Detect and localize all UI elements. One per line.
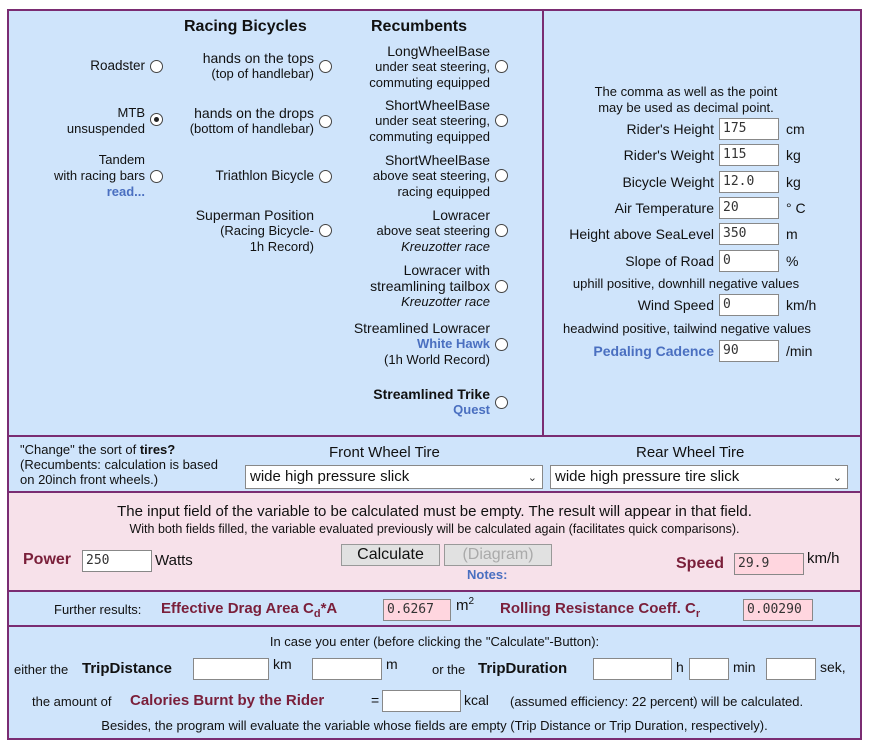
- trike-label: Streamlined Trike Quest: [373, 386, 490, 417]
- trip-distance-km-input[interactable]: [193, 658, 269, 680]
- swb-above-radio[interactable]: [495, 169, 508, 182]
- tandem-read-link[interactable]: read...: [106, 184, 145, 199]
- or-the-text: or the: [432, 662, 466, 677]
- quest-link[interactable]: Quest: [453, 402, 490, 417]
- swb-above-label: ShortWheelBase above seat steering, racing equipped: [372, 152, 490, 199]
- besides-text: Besides, the program will evaluate the variable whose fields are empty (Trip Distance or Trip Duration, respectively).: [101, 718, 768, 733]
- superman-radio[interactable]: [319, 224, 332, 237]
- lowracer-radio[interactable]: [495, 224, 508, 237]
- tops-radio[interactable]: [319, 60, 332, 73]
- trip-duration-sek-input[interactable]: [766, 658, 816, 680]
- weight-unit: kg: [786, 147, 801, 163]
- sealevel-input[interactable]: 350: [719, 223, 779, 245]
- height-unit: cm: [786, 121, 805, 137]
- trip-duration-min-input[interactable]: [689, 658, 729, 680]
- rear-tire-label: Rear Wheel Tire: [636, 444, 745, 461]
- weight-label: Rider's Weight: [623, 147, 714, 163]
- lowracer-tail-label: Lowracer with streamlining tailbox Kreuzotter race: [370, 262, 490, 309]
- notes-link[interactable]: Notes:: [467, 567, 508, 582]
- tandem-label: Tandem with racing bars read...: [53, 152, 145, 199]
- trip-distance-m-input[interactable]: [312, 658, 382, 680]
- chevron-down-icon: ⌄: [527, 472, 537, 484]
- weight-input[interactable]: 115: [719, 144, 779, 166]
- trip-intro: In case you enter (before clicking the "Calculate"-Button):: [269, 634, 600, 649]
- mtb-radio[interactable]: [150, 113, 163, 126]
- trip-distance-label: TripDistance: [82, 660, 173, 677]
- amount-text: the amount of: [32, 694, 112, 709]
- streamlined-lowracer-label: Streamlined Lowracer White Hawk (1h World Record): [353, 320, 490, 367]
- slope-note: uphill positive, downhill negative values: [572, 276, 800, 291]
- further-label: Further results:: [54, 602, 142, 617]
- drag-area-input[interactable]: 0.6267: [383, 599, 451, 621]
- mtb-label: MTB unsuspended: [66, 105, 145, 136]
- lowracer-tail-radio[interactable]: [495, 280, 508, 293]
- front-tire-select[interactable]: wide high pressure slick ⌄: [245, 465, 543, 489]
- bike-weight-input[interactable]: 12.0: [719, 171, 779, 193]
- bike-weight-label: Bicycle Weight: [622, 174, 714, 190]
- trike-radio[interactable]: [495, 396, 508, 409]
- recumbents-header: Recumbents: [371, 18, 468, 35]
- lwb-label: LongWheelBase under seat steering, commuting equipped: [369, 43, 490, 90]
- front-tire-label: Front Wheel Tire: [329, 444, 440, 461]
- power-label: Power: [23, 551, 72, 568]
- equals-sign: =: [371, 692, 380, 708]
- cadence-label[interactable]: Pedaling Cadence: [593, 343, 714, 359]
- h-unit: h: [676, 659, 684, 675]
- superman-label: Superman Position (Racing Bicycle- 1h Record): [195, 207, 314, 254]
- sealevel-unit: m: [786, 226, 798, 242]
- km-unit: km: [273, 656, 292, 672]
- air-temp-input[interactable]: 20: [719, 197, 779, 219]
- speed-input[interactable]: 29.9: [734, 553, 804, 575]
- swb-under-label: ShortWheelBase under seat steering, commuting equipped: [369, 97, 490, 144]
- sek-unit: sek,: [820, 659, 846, 675]
- slope-unit: %: [786, 253, 799, 269]
- cadence-unit: /min: [786, 343, 813, 359]
- kcal-unit: kcal: [464, 692, 489, 708]
- streamlined-lowracer-radio[interactable]: [495, 338, 508, 351]
- drag-area-label: Effective Drag Area $C_d*A$: [161, 600, 338, 620]
- racing-bicycles-header: Racing Bicycles: [184, 18, 307, 35]
- calories-input[interactable]: [382, 690, 461, 712]
- roadster-radio[interactable]: [150, 60, 163, 73]
- rear-tire-select[interactable]: wide high pressure tire slick ⌄: [550, 465, 848, 489]
- rolling-resistance-label: Rolling Resistance Coeff. $C_r$: [500, 600, 701, 620]
- m-unit: m: [386, 656, 398, 672]
- trip-duration-label: TripDuration: [478, 660, 568, 677]
- triathlon-radio[interactable]: [319, 170, 332, 183]
- tandem-radio[interactable]: [150, 170, 163, 183]
- wind-label: Wind Speed: [637, 297, 714, 313]
- height-input[interactable]: 175: [719, 118, 779, 140]
- cadence-input[interactable]: 90: [719, 340, 779, 362]
- height-label: Rider's Height: [626, 121, 714, 137]
- speed-unit: km/h: [807, 550, 840, 567]
- calc-instruction: The input field of the variable to be calculated must be empty. The result will appear in that field.: [117, 503, 752, 520]
- either-the-text: either the: [14, 662, 69, 677]
- calculate-button[interactable]: Calculate: [341, 544, 440, 566]
- tops-label: hands on the tops (top of handlebar): [202, 50, 314, 81]
- trip-duration-h-input[interactable]: [593, 658, 672, 680]
- bike-weight-unit: kg: [786, 174, 801, 190]
- air-temp-unit: ° C: [786, 200, 806, 216]
- lowracer-label: Lowracer above seat steering Kreuzotter race: [376, 207, 490, 254]
- slope-label: Slope of Road: [625, 253, 714, 269]
- wind-unit: km/h: [786, 297, 817, 313]
- wind-note: headwind positive, tailwind negative values: [563, 321, 811, 336]
- chevron-down-icon: ⌄: [832, 472, 842, 484]
- roadster-label: Roadster: [90, 58, 145, 73]
- decimal-note: The comma as well as the point may be used as decimal point.: [594, 84, 778, 115]
- drops-radio[interactable]: [319, 115, 332, 128]
- diagram-button[interactable]: (Diagram): [444, 544, 552, 566]
- power-input[interactable]: 250: [82, 550, 152, 572]
- white-hawk-link[interactable]: White Hawk: [417, 336, 490, 351]
- slope-input[interactable]: 0: [719, 250, 779, 272]
- parameters-panel: [542, 9, 862, 437]
- sealevel-label: Height above SeaLevel: [569, 226, 714, 242]
- power-unit: Watts: [155, 552, 193, 569]
- tires-change-text: "Change" the sort of tires? (Recumbents: calculation is based on 20inch front wheels.): [20, 442, 218, 487]
- calories-label: Calories Burnt by the Rider: [130, 692, 325, 709]
- triathlon-label: Triathlon Bicycle: [215, 168, 314, 183]
- drops-label: hands on the drops (bottom of handlebar): [189, 105, 314, 136]
- wind-input[interactable]: 0: [719, 294, 779, 316]
- min-unit: min: [733, 659, 756, 675]
- calc-instruction-small: With both fields filled, the variable evaluated previously will be calculated again (facilitates quick comparisons).: [129, 522, 740, 536]
- drag-area-unit: $m^2$: [456, 596, 475, 614]
- speed-label: Speed: [676, 555, 725, 572]
- rolling-resistance-input[interactable]: 0.00290: [743, 599, 813, 621]
- air-temp-label: Air Temperature: [614, 200, 714, 216]
- lwb-radio[interactable]: [495, 60, 508, 73]
- swb-under-radio[interactable]: [495, 114, 508, 127]
- efficiency-text: (assumed efficiency: 22 percent) will be calculated.: [510, 694, 804, 709]
